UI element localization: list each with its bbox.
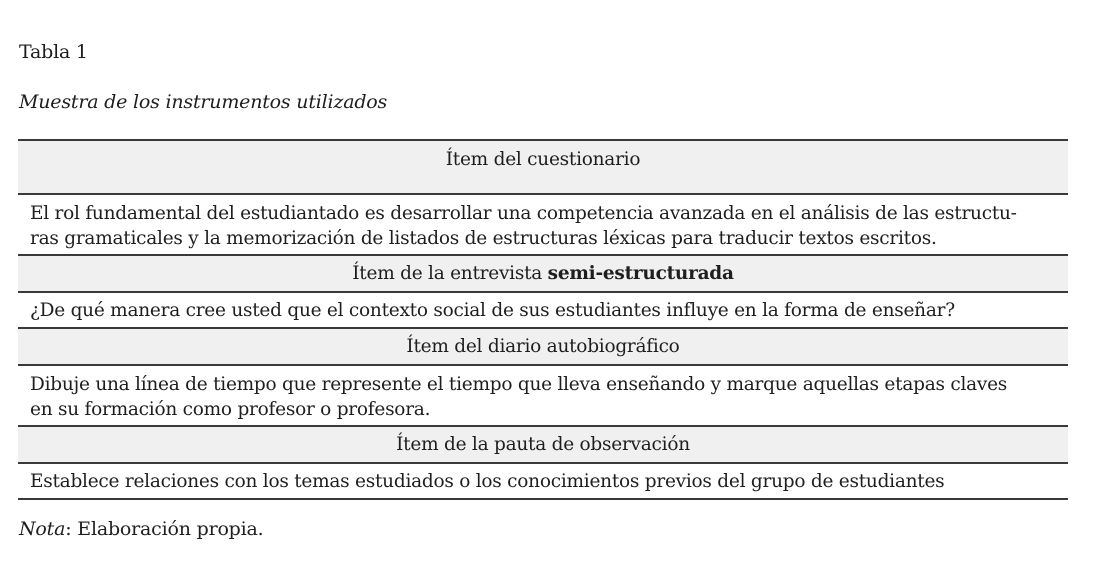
content-line: ¿De qué manera cree usted que el contexto social de sus estudiantes influye en la forma de enseñar? [30, 300, 955, 321]
content-line: Establece relaciones con los temas estudiados o los conocimientos previos del grupo de estudiantes [30, 471, 945, 492]
content-line: ras gramaticales y la memorización de listados de estructuras léxicas para traducir textos escritos. [30, 228, 937, 249]
section-content-diary [18, 366, 1068, 427]
section-content-interview [18, 293, 1068, 329]
table-number-label: Tabla 1 [19, 41, 88, 63]
content-line: Dibuje una línea de tiempo que represente el tiempo que lleva enseñando y marque aquellas etapas claves [30, 374, 1008, 395]
header-text: Ítem del cuestionario [445, 149, 641, 170]
section-content-observation [18, 464, 1068, 500]
header-bold-text: semi-estructurada [547, 263, 734, 284]
table-note [19, 517, 264, 541]
content-line: El rol fundamental del estudiantado es desarrollar una competencia avanzada en el análisis de las estructu- [30, 203, 1017, 224]
table-title: Muestra de los instrumentos utilizados [19, 91, 388, 113]
section-header-diary [18, 329, 1068, 366]
content-line: en su formación como profesor o profesora. [30, 399, 431, 420]
note-separator: : [65, 518, 78, 540]
header-text: Ítem del diario autobiográfico [406, 336, 680, 357]
section-header-observation [18, 427, 1068, 464]
instruments-table [18, 139, 1068, 500]
section-content-questionnaire [18, 195, 1068, 256]
header-text: Ítem de la entrevista [352, 263, 548, 284]
note-label: Nota [19, 518, 66, 540]
note-text: Elaboración propia. [77, 518, 264, 540]
section-header-interview [18, 256, 1068, 293]
header-text: Ítem de la pauta de observación [396, 434, 690, 455]
section-header-questionnaire [18, 141, 1068, 195]
